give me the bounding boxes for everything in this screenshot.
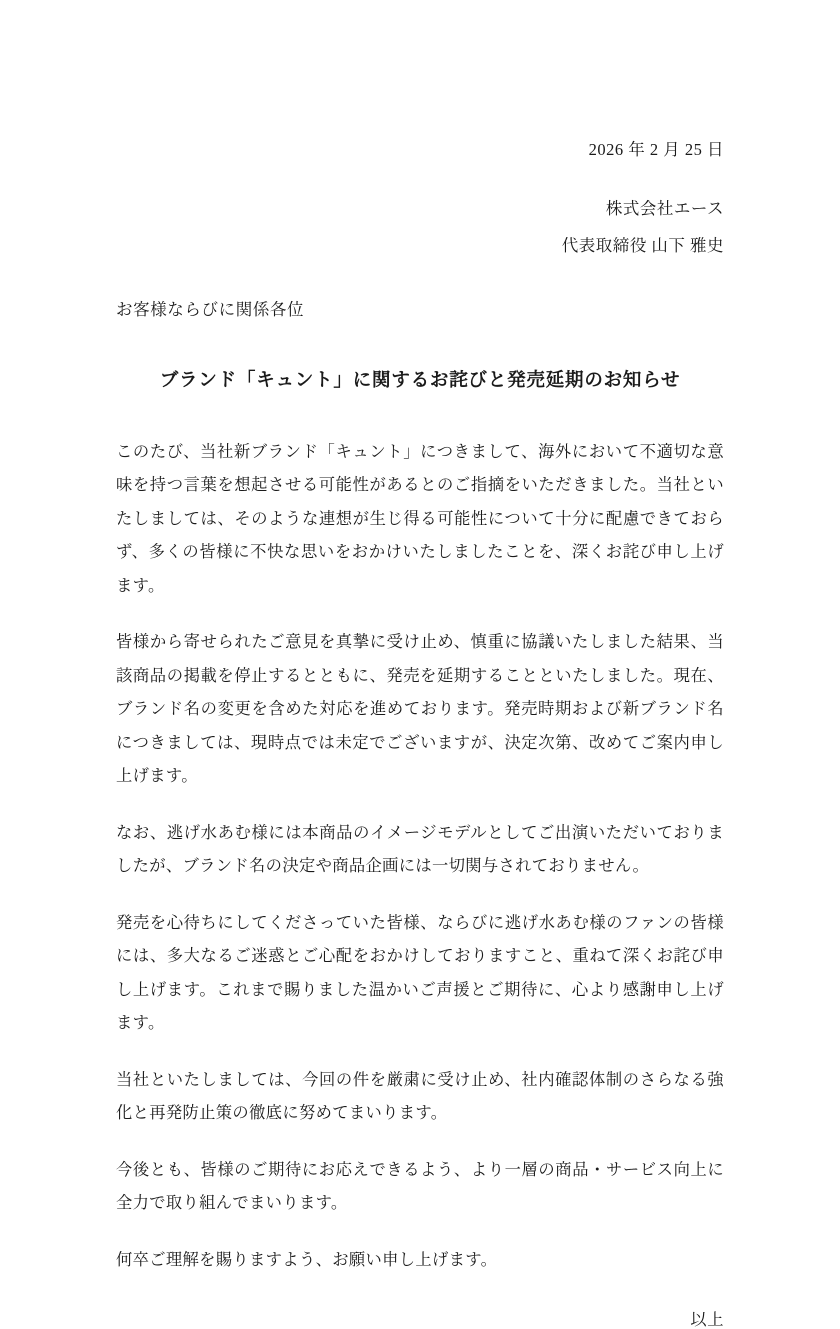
body-paragraphs — [116, 435, 724, 1277]
sender-block — [116, 198, 724, 255]
document-content — [116, 0, 724, 1328]
closing-mark: 以上 — [690, 1310, 724, 1329]
addressee: お客様ならびに関係各位 — [116, 299, 305, 319]
paragraph: 発売を心待ちにしてくださっていた皆様、ならびに逃げ水あむ様のファンの皆様には、多大なるご迷惑とご心配をおかけしておりますこと、重ねて深くお詫び申し上げます。これまで賜りました温かいご声援とご期待に、心より感謝申し上げます。 — [116, 912, 724, 1032]
page-title: ブランド「キュント」に関するお詫びと発売延期のお知らせ — [159, 371, 681, 391]
sender-representative: 代表取締役 山下 雅史 — [561, 236, 724, 255]
sender-company: 株式会社エース — [605, 198, 724, 218]
paragraph: なお、逃げ水あむ様には本商品のイメージモデルとしてご出演いただいておりましたが、ブランド名の決定や商品企画には一切関与されておりません。 — [116, 822, 724, 875]
paragraph: 今後とも、皆様のご期待にお応えできるよう、より一層の商品・サービス向上に全力で取り組んでまいります。 — [116, 1159, 724, 1212]
paragraph: 当社といたしましては、今回の件を厳粛に受け止め、社内確認体制のさらなる強化と再発防止策の徹底に努めてまいります。 — [116, 1069, 724, 1122]
document-date: 2026 年 2 月 25 日 — [588, 140, 724, 159]
paragraph: 皆様から寄せられたご意見を真摯に受け止め、慎重に協議いたしました結果、当該商品の掲載を停止するとともに、発売を延期することといたしました。現在、ブランド名の変更を含めた対応を進めております。発売時期および新ブランド名につきましては、現時点では未定でございますが、決定次第、改めてご案内申し上げます。 — [116, 632, 724, 785]
paragraph: 何卒ご理解を賜りますよう、お願い申し上げます。 — [116, 1249, 498, 1269]
paragraph: このたび、当社新ブランド「キュント」につきまして、海外において不適切な意味を持つ言葉を想起させる可能性があるとのご指摘をいただきました。当社といたしましては、そのような連想が生じ得る可能性について十分に配慮できておらず、多くの皆様に不快な思いをおかけいたしましたことを、深くお詫び申し上げます。 — [116, 441, 724, 595]
